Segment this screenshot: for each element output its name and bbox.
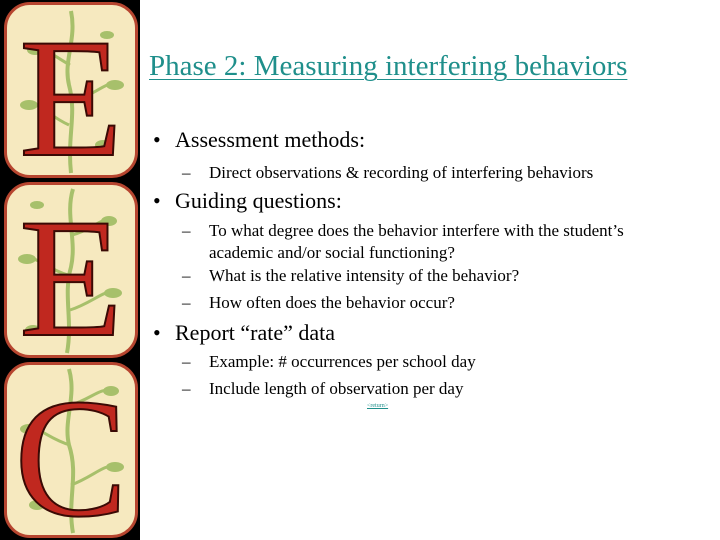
bullet-glyph: • xyxy=(153,188,161,213)
sub-bullet xyxy=(182,378,682,400)
sub-bullet-text: What is the relative intensity of the behavior? xyxy=(209,266,520,285)
decorative-sidebar xyxy=(0,0,140,540)
sub-bullet xyxy=(182,162,682,184)
bullet-label: Report “rate” data xyxy=(175,320,336,345)
svg-text:E: E xyxy=(19,185,123,355)
vine-ornament-icon xyxy=(7,365,135,535)
sub-bullet xyxy=(182,292,682,314)
sub-bullet xyxy=(182,220,652,264)
slide-title: Phase 2: Measuring interfering behaviors xyxy=(149,50,628,82)
dash-glyph: – xyxy=(182,163,191,182)
dash-glyph: – xyxy=(182,266,191,285)
bullet-guiding-questions xyxy=(153,188,342,214)
bullet-report-rate-data xyxy=(153,320,335,346)
sub-bullet-text: Include length of observation per day xyxy=(209,379,464,398)
svg-text:E: E xyxy=(19,5,123,175)
sub-bullet xyxy=(182,265,682,287)
bullet-label: Assessment methods: xyxy=(175,127,366,152)
svg-text:C: C xyxy=(14,365,128,535)
letter-tile-c-bottom xyxy=(4,362,138,538)
dash-glyph: – xyxy=(182,293,191,312)
sub-bullet xyxy=(182,351,682,373)
return-link[interactable]: <return> xyxy=(367,403,389,409)
sub-bullet-text: To what degree does the behavior interfere with the student’s academic and/or social functioning? xyxy=(209,221,624,262)
sub-bullet-text: Direct observations & recording of interfering behaviors xyxy=(209,163,594,182)
letter-tile-e-middle xyxy=(4,182,138,358)
bullet-label: Guiding questions: xyxy=(175,188,342,213)
bullet-glyph: • xyxy=(153,320,161,345)
sub-bullet-text: How often does the behavior occur? xyxy=(209,293,455,312)
bullet-assessment-methods xyxy=(153,127,365,153)
dash-glyph: – xyxy=(182,221,191,240)
bullet-glyph: • xyxy=(153,127,161,152)
vine-ornament-icon xyxy=(7,185,135,355)
letter-tile-e-top xyxy=(4,2,138,178)
sub-bullet-text: Example: # occurrences per school day xyxy=(209,352,476,371)
dash-glyph: – xyxy=(182,352,191,371)
vine-ornament-icon xyxy=(7,5,135,175)
dash-glyph: – xyxy=(182,379,191,398)
